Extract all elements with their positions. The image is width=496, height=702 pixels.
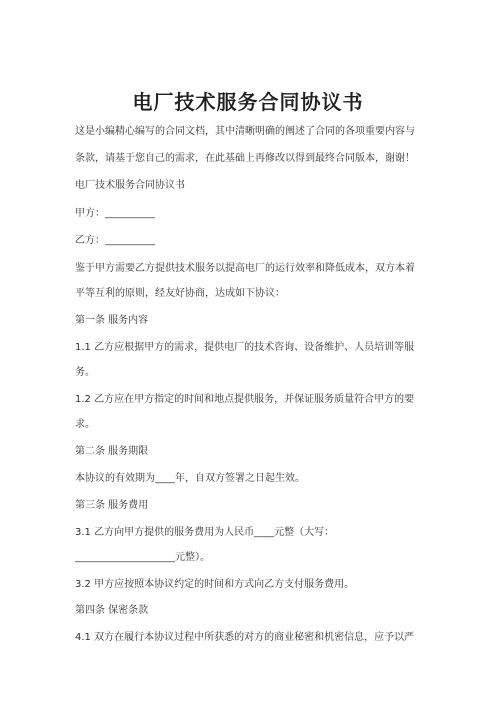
document-title: 电厂技术服务合同协议书 [132,90,364,114]
clause-1-2-line-2: 求。 [75,419,95,430]
article-2-heading: 第二条 服务期限 [75,446,149,457]
party-a-line: 甲方：__________ [75,208,155,219]
clause-3-2: 3.2 甲方应按照本协议约定的时间和方式向乙方支付服务费用。 [75,579,355,590]
contract-heading: 电厂技术服务合同协议书 [75,180,185,191]
clause-3-1-line-1: 3.1 乙方向甲方提供的服务费用为人民币____元整（大写： [75,527,335,538]
clause-1-2-line-1: 1.2 乙方应在甲方指定的时间和地点提供服务，并保证服务质量符合甲方的要 [75,394,415,405]
preamble-line-1: 鉴于甲方需要乙方提供技术服务以提高电厂的运行效率和降低成本，双方本着 [75,263,415,274]
article-3-heading: 第三条 服务费用 [75,500,149,511]
article-4-heading: 第四条 保密条款 [75,605,149,616]
preamble-line-2: 平等互利的原则，经友好协商，达成如下协议： [75,288,285,299]
clause-4-1-line-1: 4.1 双方在履行本协议过程中所获悉的对方的商业秘密和机密信息，应予以严 [75,632,415,643]
article-2-text: 本协议的有效期为____年，自双方签署之日起生效。 [75,473,305,484]
article-1-heading: 第一条 服务内容 [75,315,149,326]
intro-line-2: 条款，请基于您自己的需求，在此基础上再修改以得到最终合同版本，谢谢！ [75,153,415,164]
clause-1-1-line-1: 1.1 乙方应根据甲方的需求，提供电厂的技术咨询、设备维护、人员培训等服 [75,342,415,353]
intro-line-1: 这是小编精心编写的合同文档，其中清晰明确的阐述了合同的各项重要内容与 [75,126,415,137]
party-b-line: 乙方：__________ [75,235,155,246]
clause-1-1-line-2: 务。 [75,367,95,378]
clause-3-1-line-2: ____________________元整）。 [75,552,210,563]
